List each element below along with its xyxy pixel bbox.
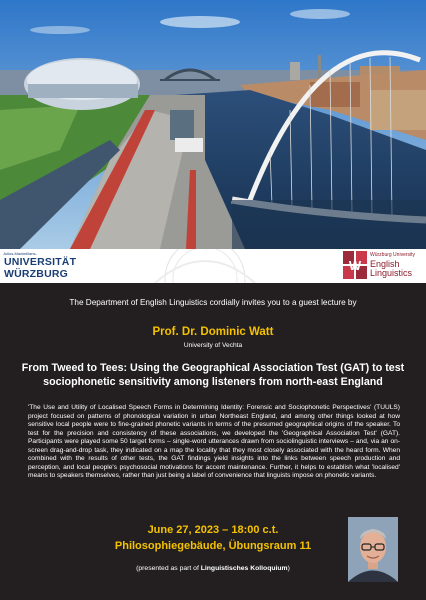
- speaker-affiliation: University of Vechta: [183, 342, 243, 349]
- lecture-abstract: 'The Use and Utility of Localised Speech Forms in Determining Identity: Forensic and Sociophonetic Perspectives' (TUULS) project focused on patterns of phonological variation in urban Northeast England, and among other things looked at how sensitive local people were to fine-grained phonetic variants in terms of the presumed geographical origins of the speaker. To test for the precision and consistency of these associations, we developed the 'Geographical Association Test' (GAT). Participants were played some 50 target forms – single-word utterances drawn from sociolinguistic interviews – and, via an on-screen drag-and-drop task, they indicated on a map the locality that they most closely associated with the heard form. When combined with the results of other tests, the GAT findings yield insights into the links between speech production and perception, and local people's psychosocial motivations for accent maintenance. Further, it helps to establish what 'localised' means to speakers themselves, rather than just being a label of convenience that linguists impose on phonetic variants.: [28, 404, 400, 479]
- note-prefix: (presented as part of: [136, 565, 201, 572]
- english-logo-line1: English: [370, 259, 400, 269]
- uni-wuerzburg-logo: [3, 251, 83, 281]
- note-bold: Linguistisches Kolloquium: [200, 565, 288, 572]
- invitation-text: The Department of English Linguistics cordially invites you to a guest lecture by: [69, 298, 357, 307]
- speaker-portrait: [348, 517, 398, 582]
- english-linguistics-logo: [343, 251, 423, 281]
- speaker-name: Prof. Dr. Dominic Watt: [152, 326, 274, 338]
- uni-logo-line1: UNIVERSITÄT: [4, 256, 77, 268]
- lecture-title: From Tweed to Tees: Using the Geographical Association Test (GAT) to test sociophonetic sensitivity among listeners from north-east England: [21, 362, 405, 388]
- header-photo: [0, 0, 426, 249]
- lecture-venue: Philosophiegebäude, Übungsraum 11: [114, 540, 312, 552]
- note-suffix: ): [287, 565, 290, 572]
- seal-watermark: [95, 249, 315, 283]
- lecture-date: June 27, 2023 – 18:00 c.t.: [147, 524, 279, 536]
- english-logo-small-text: Würzburg University: [370, 252, 416, 258]
- english-linguistics-mark: [343, 251, 367, 279]
- english-logo-line2: Linguistics: [370, 268, 413, 278]
- logo-band: [0, 249, 426, 283]
- uni-logo-line2: WÜRZBURG: [4, 268, 69, 280]
- uni-logo-small-text: Julius-Maximilians-: [3, 251, 37, 256]
- svg-text:W: W: [348, 258, 362, 273]
